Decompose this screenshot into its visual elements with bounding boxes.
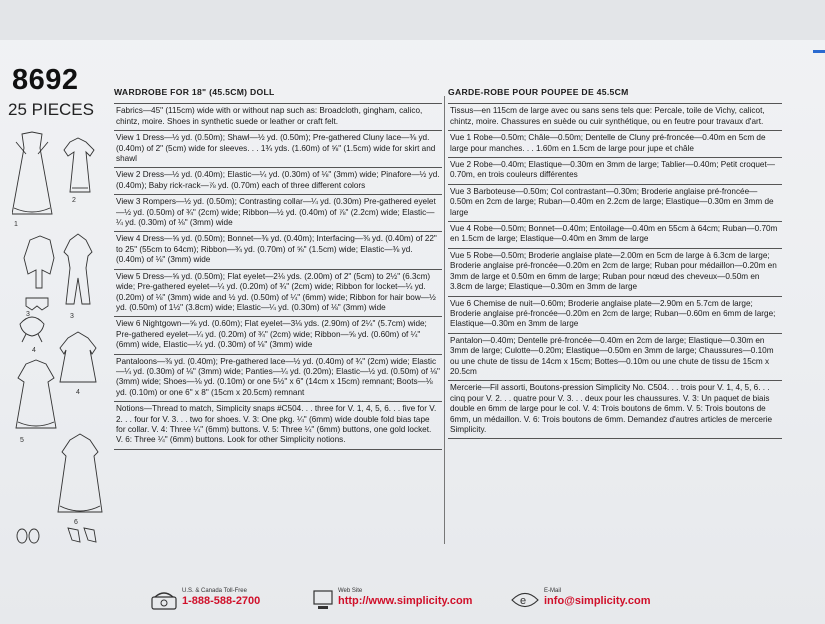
email-item	[510, 588, 680, 612]
fabrics-block: Fabrics—45" (115cm) wide with or without nap such as: Broadcloth, gingham, calico, chintz, moire. Shoes in synthetic suede or leather or craft felt.	[114, 103, 442, 130]
phone-icon	[150, 589, 178, 611]
view1-block: View 1 Dress—½ yd. (0.50m); Shawl—½ yd. (0.50m); Pre-gathered Cluny lace—⅜ yd. (0.40m) of 2" (5cm) wide for sleeves. . . 1¾ yds. (1.60m) of ⅝" (1.5cm) wide for skirt and shawl	[114, 130, 442, 167]
vue1-block: Vue 1 Robe—0.50m; Châle—0.50m; Dentelle de Cluny pré-froncée—0.40m en 5cm de large pour manches. . . 1.60m en 1.5cm de large pour jupe et châle	[448, 130, 782, 157]
notions-block: Notions—Thread to match, Simplicity snaps #C504. . . three for V. 1, 4, 5, 6. . . five for V. 2. . . four for V. 3. . . two for shoes. V. 3: One pkg. ¼" (6mm) wide double fold bias tape for collar. V. 4: Three ¼" (6mm) buttons. V. 5: Three ¼" (6mm) buttons, one gold locket. V. 6: Three ¼" (6mm) buttons. Look for other Simplicity notions.	[114, 401, 442, 450]
view3-romper-front-drawing	[64, 234, 92, 304]
vue4-block: Vue 4 Robe—0.50m; Bonnet—0.40m; Entoilage—0.40m en 55cm à 64cm; Ruban—0.70m en 1.5cm de large; Elastique—0.40m en 3mm de large	[448, 221, 782, 248]
vue3-block: Vue 3 Barboteuse—0.50m; Col contrastant—0.30m; Broderie anglaise pré-froncée—0.50m en 2cm de large; Ruban—0.40m en 2.2cm de large; Elastique—0.30m en 3mm de large	[448, 184, 782, 221]
vue2-block: Vue 2 Robe—0.40m; Elastique—0.30m en 3mm de large; Tablier—0.40m; Petit croquet—0.70m, en trois couleurs différentes	[448, 157, 782, 184]
view2-block: View 2 Dress—½ yd. (0.40m); Elastic—¼ yd. (0.30m) of ⅛" (3mm) wide; Pinafore—½ yd. (0.40m); Baby rick-rack—⅞ yd. (0.70m) each of three different colors	[114, 167, 442, 194]
phone-number[interactable]: 1-888-588-2700	[182, 595, 261, 607]
piece-count: 25 PIECES	[8, 100, 94, 119]
phone-item	[150, 588, 300, 612]
contact-footer	[150, 588, 680, 612]
view-label-3b: 3	[70, 313, 74, 320]
web-label: Web Site	[338, 588, 363, 594]
view3-block: View 3 Rompers—½ yd. (0.50m); Contrasting collar—¼ yd. (0.30m) Pre-gathered eyelet—½ yd. (0.50m) of ¾" (2cm) wide; Ribbon—½ yd. (0.40m) of ⅞" (2.2cm) wide; Elastic—¼ yd. (0.30m) of ⅛" (3mm) wide	[114, 194, 442, 231]
tissus-block: Tissus—en 115cm de large avec ou sans sens tels que: Percale, toile de Vichy, calicot, chintz, moire. Chassures en suède ou cuir synthétique, ou en feutre pour travaux d'art.	[448, 103, 782, 130]
view-label-3: 3	[26, 311, 30, 318]
english-heading: WARDROBE FOR 18" (45.5CM) DOLL	[114, 87, 275, 97]
english-requirements	[114, 87, 442, 450]
column-divider	[444, 96, 445, 544]
envelope-top-edge	[0, 0, 825, 40]
view6-block: View 6 Nightgown—⅝ yd. (0.60m); Flat eyelet—3⅛ yds. (2.90m) of 2¼" (5.7cm) wide; Pre-gathered eyelet—¼ yd. (0.20m) of ¾" (2cm) wide; Ribbon—⅝ yd. (0.60m) of ¼" (6mm) wide, Elastic—¼ yd. (0.30m) of ⅛" (3mm) wide	[114, 316, 442, 353]
view4-dress-drawing	[60, 332, 96, 382]
view-label-4a: 4	[32, 347, 36, 354]
view6-nightgown-drawing	[58, 434, 102, 512]
boots-drawing	[68, 528, 96, 542]
view-label-1: 1	[14, 221, 18, 228]
phone-label: U.S. & Canada Toll-Free	[182, 588, 247, 594]
view5-dress-drawing	[16, 360, 56, 428]
website-item	[312, 588, 502, 612]
vue6-block: Vue 6 Chemise de nuit—0.60m; Broderie anglaise plate—2.90m en 5.7cm de large; Broderie anglaise pré-froncée—0.20m en 2cm de large; Ruban—0.60m en 6mm de large; Elastique—0.30m en 3mm de large	[448, 296, 782, 333]
shoes-drawing	[17, 529, 39, 543]
pattern-number: 8692	[12, 64, 79, 96]
view-label-5: 5	[20, 437, 24, 444]
garment-thumbnails	[12, 128, 108, 548]
blue-edge-tab	[813, 50, 825, 53]
french-requirements	[448, 87, 782, 439]
view4-bonnet-drawing	[20, 317, 44, 342]
pantalon-block: Pantalon—0.40m; Dentelle pré-froncée—0.40m en 2cm de large; Elastique—0.30m en 3mm de large; Culotte—0.20m; Elastique—0.50m en 3mm de large; Chaussures—0.10m ou une chute de tissu de 14cm x 15cm; Bottes—0.10m ou une chute de tissu de 15cm x 20.5cm	[448, 333, 782, 381]
computer-icon	[312, 589, 334, 611]
view1-dress-drawing	[12, 132, 52, 214]
email-label: E-Mail	[544, 588, 562, 594]
french-heading: GARDE-ROBE POUR POUPEE DE 45.5CM	[448, 87, 629, 97]
view-label-6: 6	[74, 519, 78, 526]
view-label-2: 2	[72, 197, 76, 204]
pantaloons-block: Pantaloons—⅜ yd. (0.40m); Pre-gathered lace—½ yd. (0.40m) of ¾" (2cm) wide; Elastic—¼ yd. (0.30m) of ⅛" (3mm) wide; Panties—¼ yd. (0.20m); Elastic—½ yd. (0.50m) of ⅛" (3mm) wide; Shoes—⅛ yd. (0.10m) or one 5½" x 6" (14cm x 15cm) remnant; Boots—⅛ yd. (0.10m) or one 6" x 8" (15cm x 20.5cm) remnant	[114, 354, 442, 402]
website-link[interactable]: http://www.simplicity.com	[338, 595, 473, 607]
view5-block: View 5 Dress—⅝ yd. (0.50m); Flat eyelet—2⅛ yds. (2.00m) of 2" (5cm) to 2½" (6.3cm) wide; Pre-gathered eyelet—¼ yd. (0.20m) of ¾" (2cm) wide; Ribbon for locket—¼ yd. (0.20m) of ⅛" (3mm) wide and ½ yd. (0.50m) of ¼" (6mm) wide; Ribbon for hair bow—½ yd. (0.50m) of 1½" (3.8cm) wide; Elastic—¼ yd. (0.30m) of ⅛" (3mm) wide	[114, 269, 442, 317]
view3-rompers-drawing	[24, 236, 54, 288]
view3-panties-drawing	[26, 298, 48, 310]
view4-block: View 4 Dress—⅝ yd. (0.50m); Bonnet—⅜ yd. (0.40m); Interfacing—⅜ yd. (0.40m) of 22" to 25" (55cm to 64cm); Ribbon—¾ yd. (0.70m) of ⅝" (1.5cm) wide; Elastic—⅜ yd. (0.40m) of ⅛" (3mm) wide	[114, 231, 442, 268]
mercerie-block: Mercerie—Fil assorti, Boutons-pression Simplicity No. C504. . . trois pour V. 1, 4, 5, 6. . . cinq pour V. 2. . . quatre pour V. 3. . . deux pour les chaussures. V. 3: Un paquet de biais double en 6mm de large pour le col. V. 4: Trois boutons de 6mm. V. 5: Trois boutons de 6mm, un médaillon. V. 6: Trois boutons de 6mm. Demandez d'autres articles de mercerie Simplicity.	[448, 380, 782, 439]
view2-dress-drawing	[64, 138, 94, 192]
vue5-block: Vue 5 Robe—0.50m; Broderie anglaise plate—2.00m en 5cm de large à 6.3cm de large; Broderie anglaise pré-froncée—0.20m en 2cm de large; Ruban pour médaillon—0.20m en 3mm de large et 0.50m en 6mm de large; Ruban pour nœud des cheveux—0.50m en 3.8cm de large; Elastique—0.30m en 3mm de large	[448, 248, 782, 296]
email-link[interactable]: info@simplicity.com	[544, 595, 651, 607]
svg-text:e: e	[520, 595, 527, 607]
email-icon	[510, 589, 540, 611]
view-label-4: 4	[76, 389, 80, 396]
